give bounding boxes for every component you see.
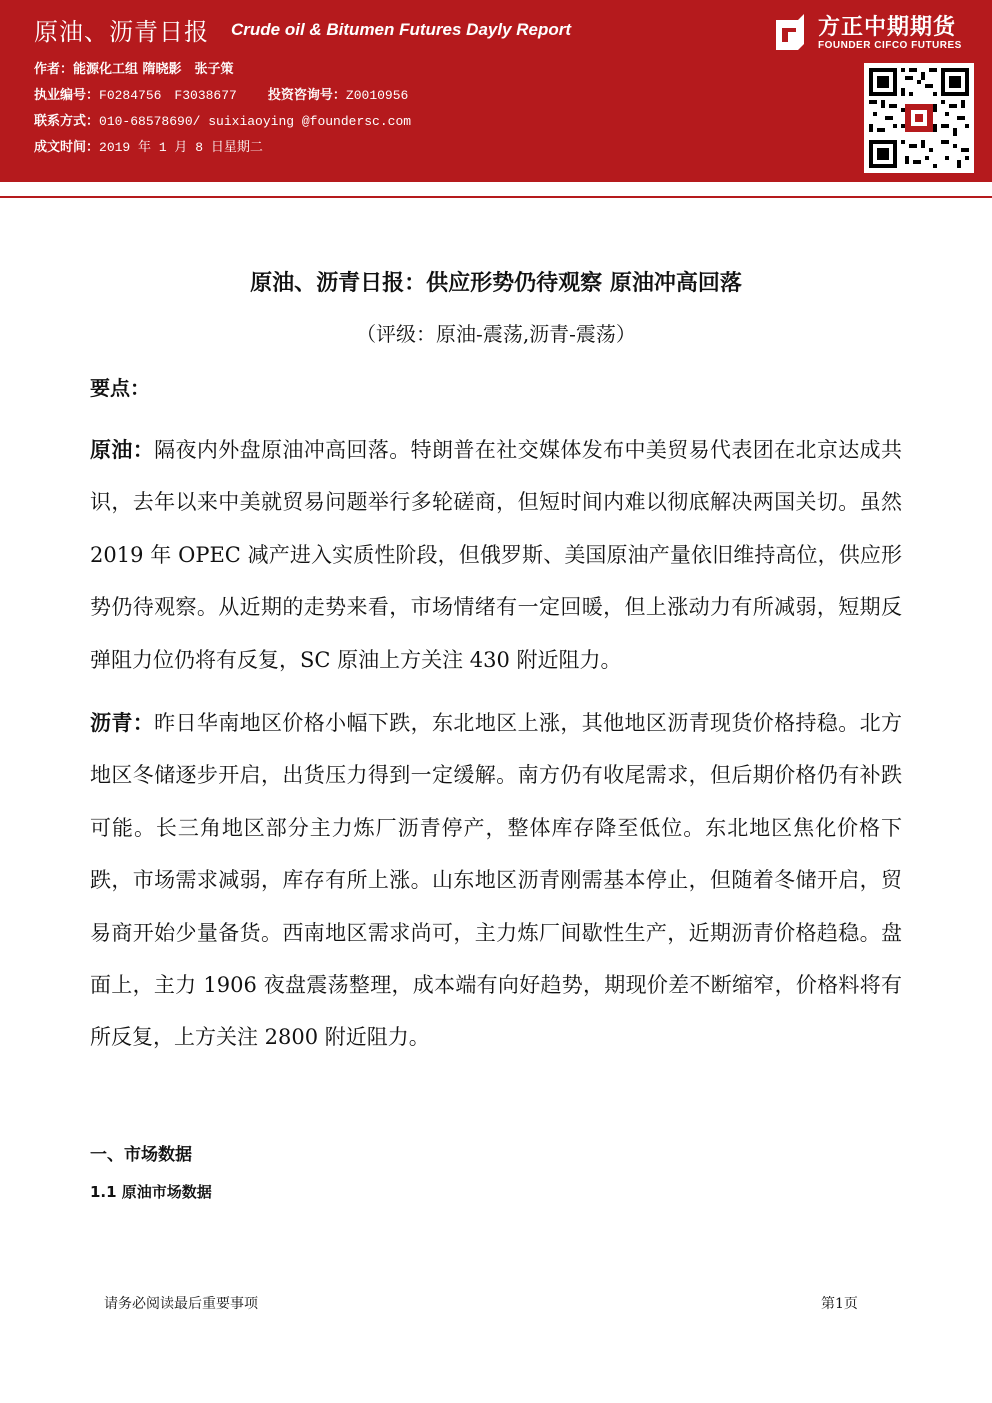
bitumen-paragraph [90,697,902,1064]
license-line [34,84,408,103]
consult-value: Z0010956 [345,88,409,103]
license-value: F0284756 F3038677 [99,88,237,103]
crude-oil-paragraph [90,424,902,686]
logo-name-cn: 方正中期期货 [818,15,957,40]
license-label: 执业编号： [34,88,100,103]
footer-page-number: 第1页 [821,1296,858,1312]
date-line [34,136,263,155]
consult-label: 投资咨询号： [267,88,346,103]
author-value: 能源化工组 隋晓影 张子策 [73,62,234,77]
bitumen-lead: 沥青： [90,711,155,735]
bitumen-text: 昨日华南地区价格小幅下跌，东北地区上涨，其他地区沥青现货价格持稳。北方地区冬储逐步开启，出货压力得到一定缓解。南方仍有收尾需求，但后期价格仍有补跌可能。长三角地区部分主力炼厂沥青停产，整体库存降至低位。东北地区焦化价格下跌，市场需求减弱，库存有所上涨。山东地区沥青刚需基本停止，但随着冬储开启，贸易商开始少量备货。西南地区需求尚可，主力炼厂间歇性生产，近期沥青价格趋稳。盘面上，主力 1906 夜盘震荡整理，成本端有向好趋势，期现价差不断缩窄，价格料将有所反复，上方关注 2800 附近阻力。 [90,711,903,1050]
crude-oil-text: 隔夜内外盘原油冲高回落。特朗普在社交媒体发布中美贸易代表团在北京达成共识，去年以来中美就贸易问题举行多轮磋商，但短时间内难以彻底解决两国关切。虽然 2019 年 OPEC 减产进入实质性阶段，但俄罗斯、美国原油产量依旧维持高位，供应形势仍待观察。从近期的走势来看，市场情绪有一定回暖，但上涨动力有所减弱，短期反弹阻力位仍将有反复，SC 原油上方关注 430 附近阻力。 [90,438,903,672]
founder-logo-icon [770,12,810,52]
contact-label: 联系方式： [34,114,100,129]
contact-line [34,110,411,129]
report-rating: （评级：原油-震荡,沥青-震荡） [356,322,636,346]
header-title-en: Crude oil & Bitumen Futures Dayly Report [231,20,572,39]
logo-name-en: FOUNDER CIFCO FUTURES [818,40,962,51]
footer-notice: 请务必阅读最后重要事项 [104,1296,258,1312]
author-label: 作者： [34,62,74,77]
header-divider [0,196,992,198]
report-title: 原油、沥青日报：供应形势仍待观察 原油冲高回落 [250,271,742,296]
date-label: 成文时间： [34,140,100,155]
subsection-heading-crude-data: 1.1 原油市场数据 [90,1183,212,1201]
qr-code [864,63,974,173]
date-value: 2019 年 1 月 8 日星期二 [99,140,263,155]
qr-code-icon [869,68,969,168]
keypoints-heading: 要点： [90,376,150,400]
header-title-cn: 原油、沥青日报 [34,18,209,46]
company-logo [770,8,985,56]
author-line [34,58,234,77]
crude-oil-lead: 原油： [90,438,155,462]
contact-value: 010-68578690/ suixiaoying @foundersc.com [99,114,412,129]
section-heading-market-data: 一、市场数据 [90,1145,192,1165]
